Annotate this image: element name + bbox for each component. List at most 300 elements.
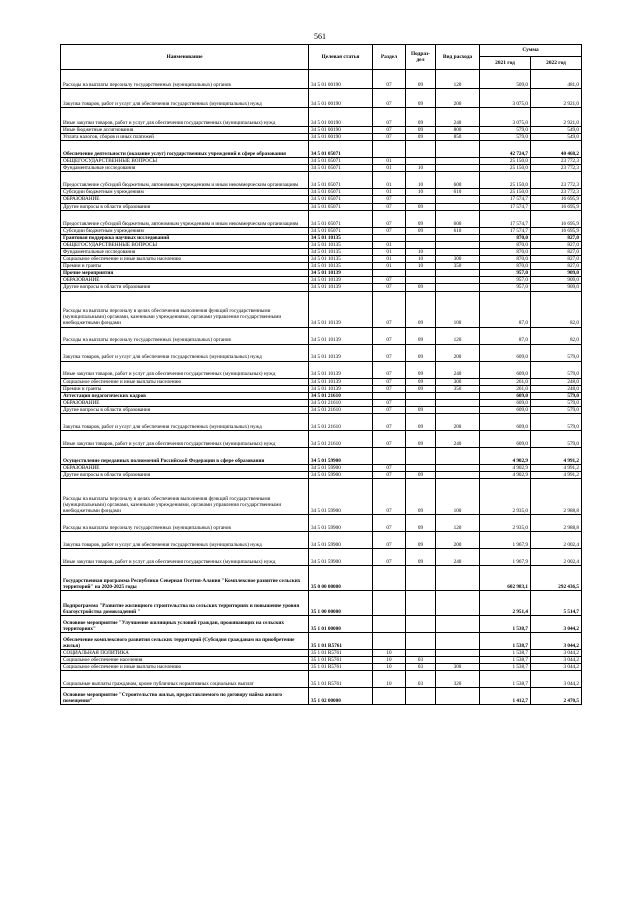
cell-vid: [436, 270, 480, 277]
cell-sum-2022: 3 044,2: [531, 664, 582, 671]
cell-vid: [436, 141, 480, 158]
cell-podrazdel: [406, 616, 436, 633]
cell-sum-2021: 609,0: [480, 406, 531, 413]
table-row: [61, 361, 582, 378]
table-row: [61, 657, 582, 664]
cell-sum-2021: 609,0: [480, 361, 531, 378]
cell-podrazdel: 09: [406, 70, 436, 89]
table-row: [61, 248, 582, 255]
cell-sum-2021: 957,0: [480, 270, 531, 277]
cell-code: 34 5 01 05071: [309, 165, 373, 172]
cell-name: Премии и гранты: [61, 263, 309, 270]
cell-sum-2021: 1 538,7: [480, 671, 531, 688]
cell-name: Расходы на выплаты персоналу государственных (муниципальных) органов: [61, 70, 309, 89]
cell-vid: 100: [436, 291, 480, 327]
cell-code: 34 5 01 10135: [309, 234, 373, 241]
cell-name: Фундаментальные исследования: [61, 165, 309, 172]
cell-podrazdel: 09: [406, 284, 436, 291]
cell-name: Социальное обеспечение и иные выплаты населению: [61, 256, 309, 263]
cell-razdel: 07: [373, 196, 406, 203]
cell-sum-2022: 2 988,8: [531, 515, 582, 532]
cell-vid: [436, 591, 480, 616]
cell-sum-2021: 3 075,0: [480, 108, 531, 127]
cell-name: ОБРАЗОВАНИЕ: [61, 399, 309, 406]
cell-name: Субсидии бюджетным учреждениям: [61, 189, 309, 196]
cell-razdel: 07: [373, 430, 406, 447]
cell-name: Расходы на выплаты персоналу государственных (муниципальных) органов: [61, 515, 309, 532]
cell-podrazdel: 10: [406, 172, 436, 189]
cell-podrazdel: [406, 688, 436, 705]
cell-podrazdel: 10: [406, 263, 436, 270]
cell-sum-2022: 16 695,9: [531, 196, 582, 203]
cell-razdel: [373, 447, 406, 464]
cell-code: 34 5 01 59900: [309, 464, 373, 471]
cell-name: Иные закупки товаров, работ и услуг для обеспечения государственных (муниципальных) нужд: [61, 108, 309, 127]
cell-sum-2022: 248,0: [531, 378, 582, 385]
cell-code: 34 5 01 10135: [309, 263, 373, 270]
cell-vid: [436, 248, 480, 255]
table-row: [61, 406, 582, 413]
cell-razdel: 07: [373, 89, 406, 108]
cell-code: 34 5 01 21610: [309, 430, 373, 447]
cell-podrazdel: 09: [406, 134, 436, 141]
cell-sum-2021: 609,0: [480, 430, 531, 447]
cell-sum-2022: 4 991,2: [531, 447, 582, 464]
cell-code: 34 5 01 59900: [309, 515, 373, 532]
cell-razdel: 07: [373, 479, 406, 515]
cell-vid: [436, 196, 480, 203]
cell-sum-2022: 82,0: [531, 291, 582, 327]
table-row: [61, 671, 582, 688]
cell-sum-2021: 609,0: [480, 392, 531, 399]
cell-vid: [436, 158, 480, 165]
cell-name: Другие вопросы в области образования: [61, 472, 309, 479]
cell-name: Закупка товаров, работ и услуг для обеспечения государственных (муниципальных) нужд: [61, 344, 309, 361]
cell-name: Другие вопросы в области образования: [61, 406, 309, 413]
cell-razdel: 07: [373, 70, 406, 89]
cell-sum-2021: 579,0: [480, 134, 531, 141]
header-razdel: Раздел: [373, 45, 406, 70]
cell-podrazdel: [406, 141, 436, 158]
cell-razdel: 07: [373, 515, 406, 532]
cell-vid: [436, 406, 480, 413]
cell-name: Закупка товаров, работ и услуг для обеспечения государственных (муниципальных) нужд: [61, 532, 309, 549]
cell-sum-2021: 4 902,9: [480, 447, 531, 464]
cell-code: 34 5 01 59900: [309, 549, 373, 566]
cell-podrazdel: 03: [406, 657, 436, 664]
cell-code: 35 1 01 R5761: [309, 650, 373, 657]
cell-razdel: 07: [373, 464, 406, 471]
cell-sum-2021: 509,0: [480, 70, 531, 89]
cell-razdel: 07: [373, 399, 406, 406]
table-row: [61, 532, 582, 549]
table-row: [61, 392, 582, 399]
cell-vid: [436, 688, 480, 705]
cell-podrazdel: [406, 566, 436, 591]
cell-razdel: 01: [373, 158, 406, 165]
cell-sum-2022: 909,0: [531, 277, 582, 284]
cell-vid: [436, 472, 480, 479]
cell-name: Основное мероприятие "Улучшение жилищных условий граждан, проживающих на сельских территориях": [61, 616, 309, 633]
cell-name: Расходы на выплаты персоналу государственных (муниципальных) органов: [61, 327, 309, 344]
cell-sum-2021: 870,0: [480, 248, 531, 255]
cell-code: 34 5 01 00190: [309, 108, 373, 127]
header-vid: Вид расхода: [436, 45, 480, 70]
cell-razdel: 07: [373, 406, 406, 413]
cell-razdel: [373, 566, 406, 591]
table-row: [61, 256, 582, 263]
cell-vid: [436, 657, 480, 664]
table-row: [61, 127, 582, 134]
cell-vid: 300: [436, 664, 480, 671]
cell-sum-2021: 261,0: [480, 385, 531, 392]
cell-code: 35 1 01 R5761: [309, 657, 373, 664]
cell-code: 35 1 01 R5761: [309, 633, 373, 650]
cell-sum-2021: 3 075,0: [480, 89, 531, 108]
cell-razdel: 01: [373, 189, 406, 196]
cell-podrazdel: 09: [406, 327, 436, 344]
cell-code: 34 5 01 05071: [309, 227, 373, 234]
cell-vid: 300: [436, 256, 480, 263]
cell-razdel: 01: [373, 165, 406, 172]
cell-sum-2022: 16 695,9: [531, 227, 582, 234]
cell-razdel: 07: [373, 127, 406, 134]
cell-razdel: 07: [373, 413, 406, 430]
cell-name: Расходы на выплаты персоналу в целях обеспечения выполнения функций государственными (муниципальными) органами, казенными учреждениями, органами управления государственными внебюджетными фондами: [61, 479, 309, 515]
cell-sum-2021: 1 538,7: [480, 633, 531, 650]
cell-vid: [436, 650, 480, 657]
cell-razdel: 07: [373, 532, 406, 549]
cell-sum-2022: 16 695,9: [531, 203, 582, 210]
table-row: [61, 344, 582, 361]
cell-podrazdel: 09: [406, 479, 436, 515]
cell-code: 34 5 01 59900: [309, 479, 373, 515]
cell-razdel: 07: [373, 378, 406, 385]
cell-name: Иные закупки товаров, работ и услуг для обеспечения государственных (муниципальных) нужд: [61, 549, 309, 566]
table-row: [61, 327, 582, 344]
cell-vid: [436, 392, 480, 399]
cell-name: Прочие мероприятия: [61, 270, 309, 277]
cell-sum-2021: 957,0: [480, 284, 531, 291]
cell-podrazdel: 03: [406, 664, 436, 671]
cell-vid: [436, 165, 480, 172]
cell-podrazdel: 09: [406, 406, 436, 413]
table-row: [61, 413, 582, 430]
cell-sum-2021: 25 150,0: [480, 165, 531, 172]
cell-sum-2021: 4 902,9: [480, 472, 531, 479]
cell-sum-2021: 87,0: [480, 327, 531, 344]
table-row: [61, 399, 582, 406]
cell-sum-2022: 827,0: [531, 248, 582, 255]
table-row: [61, 141, 582, 158]
cell-name: Грантовая поддержка научных исследований: [61, 234, 309, 241]
cell-razdel: 07: [373, 134, 406, 141]
header-code: Целевая статья: [309, 45, 373, 70]
cell-razdel: 07: [373, 344, 406, 361]
table-row: [61, 172, 582, 189]
cell-sum-2022: 2 002,4: [531, 532, 582, 549]
cell-sum-2021: 870,0: [480, 234, 531, 241]
cell-razdel: 01: [373, 172, 406, 189]
cell-sum-2022: 40 468,2: [531, 141, 582, 158]
cell-name: Социальное обеспечение и иные выплаты населению: [61, 378, 309, 385]
cell-sum-2021: 579,0: [480, 127, 531, 134]
cell-podrazdel: 10: [406, 189, 436, 196]
table-row: [61, 158, 582, 165]
cell-vid: 200: [436, 413, 480, 430]
cell-sum-2021: 42 724,7: [480, 141, 531, 158]
table-row: [61, 616, 582, 633]
cell-code: 35 1 01 00000: [309, 616, 373, 633]
cell-code: 34 5 01 10135: [309, 248, 373, 255]
cell-name: ОБРАЗОВАНИЕ: [61, 196, 309, 203]
cell-sum-2022: 16 695,9: [531, 210, 582, 227]
cell-vid: 120: [436, 327, 480, 344]
cell-sum-2022: 3 044,2: [531, 671, 582, 688]
cell-code: 34 5 01 10135: [309, 256, 373, 263]
cell-vid: 240: [436, 361, 480, 378]
cell-name: Закупка товаров, работ и услуг для обеспечения государственных (муниципальных) нужд: [61, 89, 309, 108]
table-row: [61, 378, 582, 385]
table-row: [61, 277, 582, 284]
table-row: [61, 234, 582, 241]
cell-razdel: 07: [373, 210, 406, 227]
cell-sum-2022: 827,0: [531, 263, 582, 270]
cell-sum-2022: 909,0: [531, 270, 582, 277]
cell-vid: 350: [436, 385, 480, 392]
cell-name: Другие вопросы в области образования: [61, 284, 309, 291]
cell-razdel: 07: [373, 327, 406, 344]
cell-name: Осуществление переданных полномочий Российской Федерации в сфере образования: [61, 447, 309, 464]
cell-sum-2022: 579,0: [531, 413, 582, 430]
cell-code: 35 1 00 00000: [309, 591, 373, 616]
cell-code: 34 5 01 05071: [309, 210, 373, 227]
cell-name: Другие вопросы в области образования: [61, 203, 309, 210]
header-podrazdel: Подраз-дел: [406, 45, 436, 70]
cell-sum-2022: 4 991,2: [531, 472, 582, 479]
cell-name: Аттестация педагогических кадров: [61, 392, 309, 399]
cell-sum-2021: 1 412,7: [480, 688, 531, 705]
cell-podrazdel: [406, 399, 436, 406]
cell-vid: 240: [436, 430, 480, 447]
cell-code: 34 5 01 00190: [309, 134, 373, 141]
cell-sum-2022: 2 921,0: [531, 108, 582, 127]
cell-vid: 100: [436, 479, 480, 515]
table-row: [61, 241, 582, 248]
cell-code: 34 5 01 10139: [309, 270, 373, 277]
cell-podrazdel: 09: [406, 227, 436, 234]
cell-code: 35 1 01 R5761: [309, 664, 373, 671]
cell-razdel: 01: [373, 256, 406, 263]
table-row: [61, 664, 582, 671]
cell-sum-2022: 579,0: [531, 392, 582, 399]
cell-sum-2022: 82,0: [531, 327, 582, 344]
cell-podrazdel: 03: [406, 671, 436, 688]
cell-name: Социальное обеспечение и иные выплаты населению: [61, 664, 309, 671]
cell-code: 34 5 01 05071: [309, 203, 373, 210]
cell-podrazdel: 10: [406, 256, 436, 263]
cell-sum-2022: 23 772,3: [531, 189, 582, 196]
header-name: Наименование: [61, 45, 309, 70]
cell-sum-2022: 909,0: [531, 284, 582, 291]
cell-vid: [436, 399, 480, 406]
cell-podrazdel: 09: [406, 291, 436, 327]
cell-podrazdel: [406, 196, 436, 203]
cell-name: Обеспечение комплексного развития сельских территорий (Субсидия гражданам на приобретение жилья): [61, 633, 309, 650]
cell-sum-2021: 1 967,9: [480, 549, 531, 566]
cell-name: Социальные выплаты гражданам, кроме публичных нормативных социальных выплат: [61, 671, 309, 688]
cell-sum-2021: 87,0: [480, 291, 531, 327]
cell-razdel: 07: [373, 284, 406, 291]
cell-razdel: 10: [373, 671, 406, 688]
cell-code: 34 5 01 05071: [309, 189, 373, 196]
cell-sum-2021: 25 150,0: [480, 189, 531, 196]
table-row: [61, 430, 582, 447]
cell-name: Предоставление субсидий бюджетным, автономным учреждениям и иным некоммерческим организациям: [61, 172, 309, 189]
cell-podrazdel: 09: [406, 472, 436, 479]
cell-name: Фундаментальные исследования: [61, 248, 309, 255]
cell-sum-2021: 1 538,7: [480, 650, 531, 657]
cell-code: 34 5 01 05071: [309, 141, 373, 158]
cell-podrazdel: 09: [406, 413, 436, 430]
table-row: [61, 650, 582, 657]
cell-sum-2022: 827,0: [531, 241, 582, 248]
cell-sum-2021: 609,0: [480, 344, 531, 361]
table-row: [61, 591, 582, 616]
cell-sum-2022: 248,0: [531, 385, 582, 392]
cell-code: 34 5 01 05071: [309, 196, 373, 203]
table-row: [61, 227, 582, 234]
cell-vid: [436, 277, 480, 284]
cell-sum-2022: 2 988,8: [531, 479, 582, 515]
cell-podrazdel: 09: [406, 203, 436, 210]
table-row: [61, 108, 582, 127]
table-row: [61, 385, 582, 392]
cell-sum-2021: 870,0: [480, 241, 531, 248]
cell-sum-2021: 2 951,4: [480, 591, 531, 616]
cell-vid: [436, 284, 480, 291]
cell-vid: [436, 447, 480, 464]
table-row: [61, 447, 582, 464]
cell-podrazdel: [406, 270, 436, 277]
cell-code: 34 5 01 00190: [309, 127, 373, 134]
cell-vid: 850: [436, 134, 480, 141]
cell-sum-2022: 2 002,4: [531, 549, 582, 566]
cell-sum-2021: 870,0: [480, 256, 531, 263]
cell-razdel: 10: [373, 664, 406, 671]
table-row: [61, 566, 582, 591]
cell-podrazdel: [406, 392, 436, 399]
cell-sum-2022: 579,0: [531, 430, 582, 447]
cell-razdel: [373, 234, 406, 241]
cell-vid: 120: [436, 515, 480, 532]
table-row: [61, 284, 582, 291]
cell-razdel: 10: [373, 657, 406, 664]
cell-sum-2021: 17 574,7: [480, 196, 531, 203]
cell-sum-2022: 3 044,2: [531, 657, 582, 664]
cell-sum-2021: 17 574,7: [480, 210, 531, 227]
budget-table: [60, 44, 582, 705]
cell-podrazdel: 09: [406, 549, 436, 566]
table-row: [61, 263, 582, 270]
cell-code: 34 5 01 10139: [309, 378, 373, 385]
table-row: [61, 89, 582, 108]
header-2021: 2021 год: [480, 57, 531, 70]
cell-razdel: 01: [373, 248, 406, 255]
cell-sum-2021: 4 902,9: [480, 464, 531, 471]
cell-podrazdel: 09: [406, 344, 436, 361]
table-row: [61, 464, 582, 471]
cell-code: 34 5 01 21610: [309, 399, 373, 406]
cell-vid: [436, 616, 480, 633]
cell-sum-2022: 549,0: [531, 134, 582, 141]
table-row: [61, 688, 582, 705]
cell-name: Субсидии бюджетным учреждениям: [61, 227, 309, 234]
cell-sum-2021: 1 967,9: [480, 532, 531, 549]
cell-vid: 350: [436, 263, 480, 270]
cell-sum-2022: 3 044,2: [531, 633, 582, 650]
table-row: [61, 549, 582, 566]
cell-razdel: 07: [373, 291, 406, 327]
cell-sum-2021: 1 538,7: [480, 657, 531, 664]
cell-podrazdel: [406, 464, 436, 471]
cell-podrazdel: 09: [406, 361, 436, 378]
cell-name: Иные закупки товаров, работ и услуг для обеспечения государственных (муниципальных) нужд: [61, 430, 309, 447]
cell-vid: 320: [436, 671, 480, 688]
cell-podrazdel: 09: [406, 378, 436, 385]
cell-name: ОБРАЗОВАНИЕ: [61, 277, 309, 284]
cell-code: 34 5 01 21610: [309, 406, 373, 413]
cell-name: Расходы на выплаты персоналу в целях обеспечения выполнения функций государственными (муниципальными) органами, казенными учреждениями, органами управления государственными внебюджетными фондами: [61, 291, 309, 327]
cell-razdel: [373, 141, 406, 158]
cell-name: ОБРАЗОВАНИЕ: [61, 464, 309, 471]
cell-sum-2022: 5 514,7: [531, 591, 582, 616]
cell-sum-2021: 609,0: [480, 399, 531, 406]
cell-razdel: 07: [373, 472, 406, 479]
cell-name: СОЦИАЛЬНАЯ ПОЛИТИКА: [61, 650, 309, 657]
cell-vid: 600: [436, 210, 480, 227]
cell-razdel: [373, 633, 406, 650]
cell-vid: 610: [436, 227, 480, 234]
cell-vid: 610: [436, 189, 480, 196]
cell-sum-2022: 579,0: [531, 361, 582, 378]
cell-razdel: [373, 392, 406, 399]
cell-code: 34 5 01 10139: [309, 344, 373, 361]
cell-vid: [436, 633, 480, 650]
table-row: [61, 472, 582, 479]
table-body: [61, 70, 582, 705]
cell-name: Предоставление субсидий бюджетным, автономным учреждениям и иным некоммерческим организациям: [61, 210, 309, 227]
cell-podrazdel: [406, 633, 436, 650]
cell-sum-2022: 4 991,2: [531, 464, 582, 471]
cell-razdel: 07: [373, 227, 406, 234]
cell-sum-2021: 17 574,7: [480, 203, 531, 210]
cell-podrazdel: [406, 241, 436, 248]
cell-sum-2022: 23 772,3: [531, 158, 582, 165]
cell-sum-2021: 2 935,0: [480, 515, 531, 532]
cell-sum-2021: 261,0: [480, 378, 531, 385]
cell-vid: 240: [436, 108, 480, 127]
cell-code: 34 5 01 00190: [309, 89, 373, 108]
cell-sum-2022: 827,0: [531, 234, 582, 241]
cell-name: ОБЩЕГОСУДАРСТВЕННЫЕ ВОПРОСЫ: [61, 241, 309, 248]
cell-sum-2022: 23 772,3: [531, 165, 582, 172]
cell-sum-2021: 17 574,7: [480, 227, 531, 234]
cell-name: Закупка товаров, работ и услуг для обеспечения государственных (муниципальных) нужд: [61, 413, 309, 430]
cell-vid: 200: [436, 89, 480, 108]
cell-vid: [436, 241, 480, 248]
header-2022: 2022 год: [531, 57, 582, 70]
